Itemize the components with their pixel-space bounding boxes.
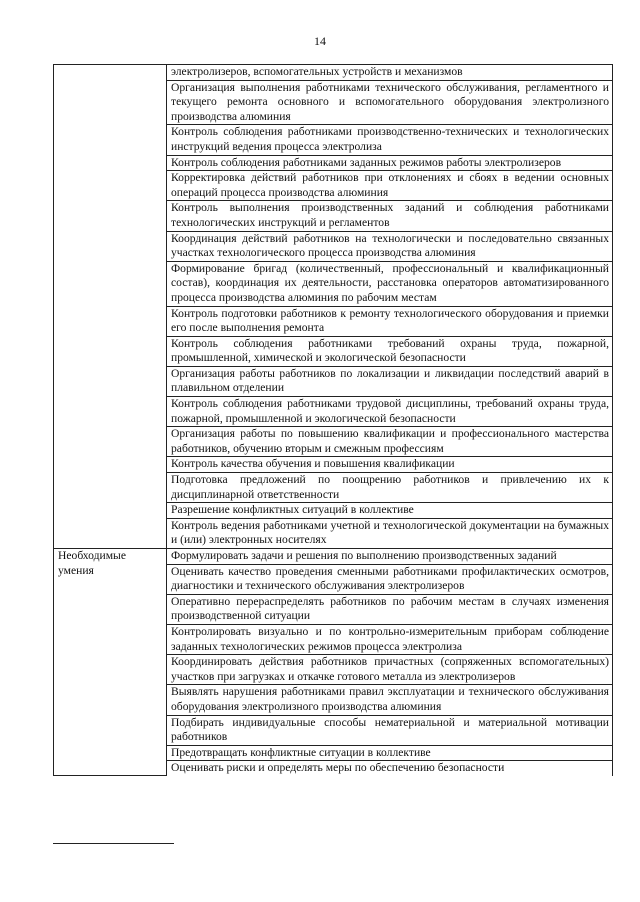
labor-action-cell: Контроль качества обучения и повышения квалификации bbox=[167, 457, 613, 473]
labor-action-cell: Контроль выполнения производственных заданий и соблюдения работниками технологических инструкций и регламентов bbox=[167, 201, 613, 231]
required-skill-cell: Координировать действия работников причастных (сопряженных вспомогательных) участков при загрузках и откачке готового металла из электролизеров bbox=[167, 655, 613, 685]
table-row bbox=[54, 65, 613, 81]
required-skill-cell: Контролировать визуально и по контрольно-измерительным приборам соблюдение заданных технологических режимов процесса электролиза bbox=[167, 624, 613, 654]
labor-actions-label-cell bbox=[54, 65, 167, 549]
labor-action-cell: Контроль ведения работниками учетной и технологической документации на бумажных и (или) электронных носителях bbox=[167, 518, 613, 548]
labor-action-cell: Организация выполнения работниками технического обслуживания, регламентного и текущего ремонта основного и вспомогательного оборудования электролизного производства алюминия bbox=[167, 80, 613, 125]
table-body bbox=[54, 65, 613, 776]
required-skill-cell: Предотвращать конфликтные ситуации в коллективе bbox=[167, 745, 613, 761]
professional-standard-table bbox=[53, 64, 613, 776]
labor-action-cell: Организация работы по повышению квалификации и профессионального мастерства работников, обучению вторым и смежным профессиям bbox=[167, 427, 613, 457]
required-skills-label-cell: Необходимые умения bbox=[54, 549, 167, 776]
labor-action-cell: Разрешение конфликтных ситуаций в коллективе bbox=[167, 503, 613, 519]
labor-action-cell: Контроль соблюдения работниками заданных режимов работы электролизеров bbox=[167, 155, 613, 171]
labor-action-cell: Контроль соблюдения работниками требований охраны труда, пожарной, промышленной, химической и экологической безопасности bbox=[167, 336, 613, 366]
required-skill-cell: Выявлять нарушения работниками правил эксплуатации и технического обслуживания оборудования электролизного производства алюминия bbox=[167, 685, 613, 715]
labor-action-cell: Контроль соблюдения работниками производственно-технических и технологических инструкций ведения процесса электролиза bbox=[167, 125, 613, 155]
table-row bbox=[54, 549, 613, 565]
labor-action-cell: Контроль подготовки работников к ремонту технологического оборудования и приемки его после выполнения ремонта bbox=[167, 306, 613, 336]
labor-action-cell: Контроль соблюдения работниками трудовой дисциплины, требований охраны труда, пожарной, промышленной и экологической безопасности bbox=[167, 397, 613, 427]
required-skill-cell: Оценивать качество проведения сменными работниками профилактических осмотров, диагностики и технического обслуживания электролизеров bbox=[167, 564, 613, 594]
required-skill-cell: Формулировать задачи и решения по выполнению производственных заданий bbox=[167, 549, 613, 565]
page-number: 14 bbox=[314, 34, 326, 48]
labor-action-cell: Корректировка действий работников при отклонениях и сбоях в ведении основных операций процесса производства алюминия bbox=[167, 171, 613, 201]
labor-action-cell: Координация действий работников на технологически и последовательно связанных участках технологического процесса производства алюминия bbox=[167, 231, 613, 261]
labor-action-cell: Организация работы работников по локализации и ликвидации последствий аварий в плавильном отделении bbox=[167, 366, 613, 396]
labor-action-cell: Подготовка предложений по поощрению работников и привлечению их к дисциплинарной ответственности bbox=[167, 473, 613, 503]
label-column-bottom-rule bbox=[53, 843, 174, 844]
labor-action-cell: электролизеров, вспомогательных устройств и механизмов bbox=[167, 65, 613, 81]
required-skill-cell: Оперативно перераспределять работников по рабочим местам в случаях изменения производственной ситуации bbox=[167, 594, 613, 624]
required-skill-cell: Подбирать индивидуальные способы нематериальной и материальной мотивации работников bbox=[167, 715, 613, 745]
required-skill-cell: Оценивать риски и определять меры по обеспечению безопасности bbox=[167, 761, 613, 776]
labor-action-cell: Формирование бригад (количественный, профессиональный и квалификационный состав), координация их деятельности, расстановка операторов автоматизированного процесса производства алюминия по рабочим местам bbox=[167, 261, 613, 306]
